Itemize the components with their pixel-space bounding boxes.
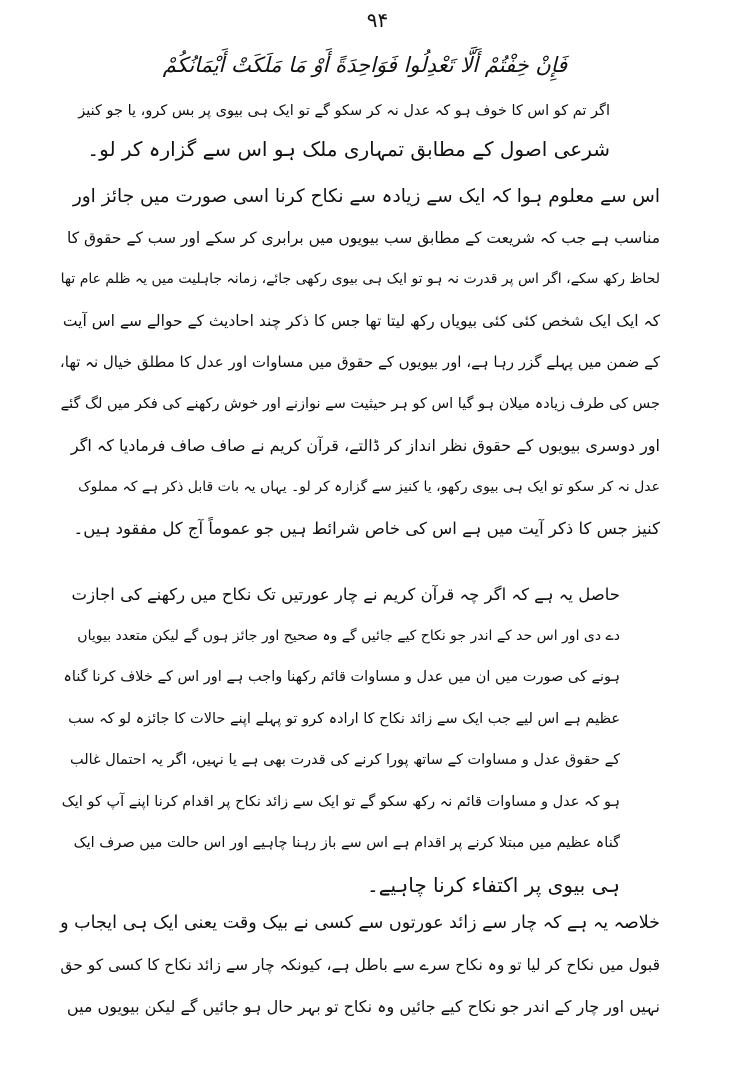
paragraph-explanation <box>60 176 660 550</box>
text-line: کے حقوق عدل و مساوات کے ساتھ پورا کرنے کی قدرت بھی ہے یا نہیں، اگر یہ احتمال غالب <box>69 752 620 768</box>
verse-translation <box>70 92 610 168</box>
text-line: گناہ عظیم میں مبتلا کرنے پر اقدام ہے اس سے باز رہنا چاہیے اور اس حالت میں صرف ایک <box>73 835 620 851</box>
text-line: ہونے کی صورت میں ان میں عدل و مساوات قائم رکھنا واجب ہے اور اس کے خلاف کرنا گناہ <box>63 669 620 685</box>
text-line: کہ ایک ایک شخص کئی کئی بیویاں رکھ لیتا تھا جس کا ذکر چند احادیث کے حوالے سے اس آیت <box>62 311 660 330</box>
text-line: نہیں اور چار کے اندر جو نکاح کیے جائیں وہ نکاح تو بہر حال ہو جائیں گے لیکن بیویوں میں <box>66 997 660 1016</box>
paragraph-summary <box>60 574 660 906</box>
text-line: خلاصہ یہ ہے کہ چار سے زائد عورتوں سے کسی نے بیک وقت یعنی ایک ہی ایجاب و <box>60 913 660 933</box>
text-line: عظیم ہے اس لیے جب ایک سے زائد نکاح کا ارادہ کرو تو پہلے اپنے حالات کا جائزہ لو کہ سب <box>68 710 620 727</box>
text-line: اور دوسری بیویوں کے حقوق نظر انداز کر ڈالتے، قرآن کریم نے صاف صاف فرمادیا کہ اگر <box>70 436 660 455</box>
text-line: اس سے معلوم ہوا کہ ایک سے زیادہ سے نکاح کرنا اسی صورت میں جائز اور <box>72 186 660 207</box>
text-line: مناسب ہے جب کہ شریعت کے مطابق سب بیویوں میں برابری کر سکے اور سب کے حقوق کا <box>66 228 660 247</box>
text-line: کنیز جس کا ذکر آیت میں ہے اس کی خاص شرائط ہیں جو عموماً آج کل مفقود ہیں۔ <box>73 519 660 538</box>
text-line: قبول میں نکاح کر لیا تو وہ نکاح سرے سے باطل ہے، کیونکہ چار سے زائد نکاح کا کسی کو حق <box>60 955 660 974</box>
text-line: حاصل یہ ہے کہ اگر چہ قرآن کریم نے چار عورتیں تک نکاح میں رکھنے کی اجازت <box>71 585 620 604</box>
quran-verse: فَإِنْ خِفْتُمْ أَلَّا تَعْدِلُوا فَوَاحِدَةً أَوْ مَا مَلَكَتْ أَيْمَانُكُمْ <box>162 53 568 77</box>
translation-line: شرعی اصول کے مطابق تمہاری ملک ہو اس سے گزارہ کر لو۔ <box>87 137 610 161</box>
paragraph-conclusion <box>60 903 660 1028</box>
page-number: ۹۴ <box>366 8 389 32</box>
text-line: لحاظ رکھ سکے، اگر اس پر قدرت نہ ہو تو ایک ہی بیوی رکھی جائے، زمانہ جاہلیت میں یہ ظلم عام تھا <box>60 271 660 287</box>
text-line: دے دی اور اس حد کے اندر جو نکاح کیے جائیں گے وہ صحیح اور جائز ہوں گے لیکن متعدد بیویاں <box>77 627 620 644</box>
text-line: عدل نہ کر سکو تو ایک ہی بیوی رکھو، یا کنیز سے گزارہ کر لو۔ یہاں یہ بات قابل ذکر ہے کہ مملوک <box>78 478 660 495</box>
text-line: کے ضمن میں پہلے گزر رہا ہے، اور بیویوں کے حقوق میں مساوات اور عدل کا مطلق خیال نہ تھا، <box>59 353 660 371</box>
text-line: جس کی طرف زیادہ میلان ہو گیا اس کو ہر حیثیت سے نوازنے اور خوش رکھنے کی فکر میں لگ گئے <box>60 395 660 412</box>
text-line: ہی بیوی پر اکتفاء کرنا چاہیے۔ <box>367 872 620 897</box>
translation-line: اگر تم کو اس کا خوف ہو کہ عدل نہ کر سکو گے تو ایک ہی بیوی پر بس کرو، یا جو کنیز <box>78 103 610 119</box>
text-line: ہو کہ عدل و مساوات قائم نہ رکھ سکو گے تو ایک سے زائد نکاح پر اقدام کرنا اپنے آپ کو ایک <box>61 793 620 810</box>
